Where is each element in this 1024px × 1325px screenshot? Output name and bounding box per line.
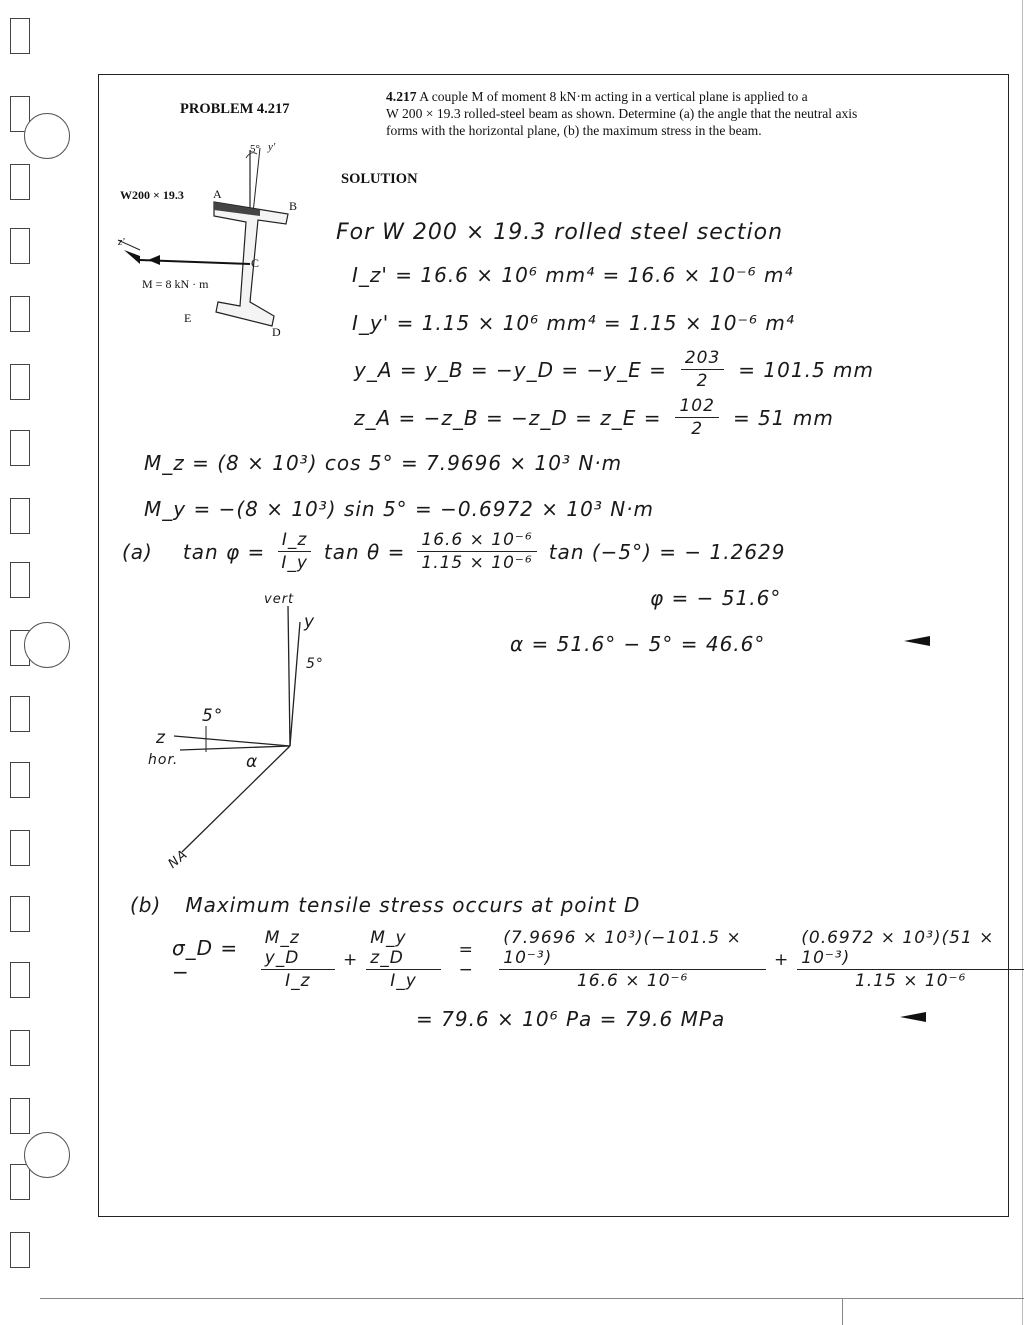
binder-tab xyxy=(10,364,30,400)
za-row xyxy=(354,396,834,439)
tan-result: tan (−5°) = − 1.2629 xyxy=(548,539,786,564)
binder-tab xyxy=(10,1164,30,1200)
alpha-result: α = 51.6° − 5° = 46.6° xyxy=(510,632,766,656)
plus-sign-2: + xyxy=(774,949,790,970)
inertia-ratio xyxy=(277,530,312,573)
ya-row xyxy=(354,348,874,391)
beam-figure xyxy=(110,140,300,350)
my-line: M_y = −(8 × 10³) sin 5° = −0.6972 × 10³ N·m xyxy=(144,497,654,521)
binder-hole xyxy=(24,1132,70,1178)
bending-term-z-den: I_z xyxy=(285,971,311,991)
binder-tab xyxy=(10,164,30,200)
sketch-hor-label: hor. xyxy=(148,752,179,768)
tan-phi: tan φ = xyxy=(182,539,266,564)
for-line: For W 200 × 19.3 rolled steel section xyxy=(336,220,784,245)
bending-term-z xyxy=(261,928,335,991)
vert-line xyxy=(288,606,290,746)
z-prime-label: z' xyxy=(118,236,125,248)
answer-marker-a xyxy=(904,636,930,646)
statement-line-3: forms with the horizontal plane, (b) the maximum stress in the beam. xyxy=(386,123,762,138)
problem-statement xyxy=(386,88,946,139)
section-label: W200 × 19.3 xyxy=(120,188,184,202)
sketch-z-label: z xyxy=(156,728,166,748)
numeric-ratio-den: 1.15 × 10⁻⁶ xyxy=(421,553,533,573)
problem-number: 4.217 xyxy=(386,89,417,104)
za-fraction-den: 2 xyxy=(691,419,704,439)
ya-result: = 101.5 mm xyxy=(738,357,874,382)
binder-tab xyxy=(10,762,30,798)
binder-tab xyxy=(10,896,30,932)
axis-sketch xyxy=(140,600,360,880)
binder-tab xyxy=(10,228,30,264)
stress-result: = 79.6 × 10⁶ Pa = 79.6 MPa xyxy=(416,1007,726,1031)
za-fraction-num: 102 xyxy=(675,396,718,418)
part-b-text: Maximum tensile stress occurs at point D xyxy=(185,893,641,917)
hor-line xyxy=(180,746,290,750)
moment-label: M = 8 kN · m xyxy=(142,277,209,291)
numeric-term-y-num: (0.6972 × 10³)(51 × 10⁻³) xyxy=(797,928,1024,970)
sketch-na-label: NA xyxy=(165,847,192,872)
binder-tab xyxy=(10,498,30,534)
point-e-label: E xyxy=(184,311,192,325)
numeric-term-y-den: 1.15 × 10⁻⁶ xyxy=(854,971,967,991)
ya-equation: y_A = y_B = −y_D = −y_E = xyxy=(354,357,667,382)
statement-text-1: A couple M of moment 8 kN·m acting in a vertical plane is applied to a xyxy=(419,89,808,104)
equals-minus: = − xyxy=(458,939,474,980)
binder-tab xyxy=(10,696,30,732)
binder-hole xyxy=(24,622,70,668)
point-d-label: D xyxy=(272,325,281,339)
part-a-row xyxy=(122,530,786,573)
statement-line-2: W 200 × 19.3 rolled-steel beam as shown. Determine (a) the angle that the neutral axis xyxy=(386,106,858,121)
moment-arrowhead-2 xyxy=(148,255,160,265)
part-b-row xyxy=(130,893,640,917)
stress-equation xyxy=(172,928,1024,991)
statement-line-1 xyxy=(386,88,946,105)
za-equation: z_A = −z_B = −z_D = z_E = xyxy=(354,405,662,430)
solution-heading: SOLUTION xyxy=(341,171,418,187)
ya-fraction-den: 2 xyxy=(696,371,709,391)
iz-line: I_z' = 16.6 × 10⁶ mm⁴ = 16.6 × 10⁻⁶ m⁴ xyxy=(352,263,794,287)
inertia-ratio-num: I_z xyxy=(278,530,311,552)
part-a-label: (a) xyxy=(122,539,153,564)
mz-line: M_z = (8 × 10³) cos 5° = 7.9696 × 10³ N·m xyxy=(144,451,623,475)
z-axis-line xyxy=(174,736,290,746)
sketch-five-left: 5° xyxy=(202,706,224,726)
sketch-five-top: 5° xyxy=(306,656,324,672)
ya-fraction xyxy=(681,348,724,391)
point-b-label: B xyxy=(289,199,298,213)
page-edge-tick xyxy=(842,1298,843,1325)
y-prime-label: y' xyxy=(268,141,276,153)
bending-term-y-num: M_y z_D xyxy=(366,928,440,970)
binder-hole xyxy=(24,113,70,159)
binder-tab xyxy=(10,430,30,466)
bending-term-y-den: I_y xyxy=(390,971,417,991)
point-a-label: A xyxy=(213,187,222,201)
za-fraction xyxy=(675,396,718,439)
bending-term-z-num: M_z y_D xyxy=(261,928,335,970)
numeric-ratio xyxy=(417,530,536,573)
point-c-label: C xyxy=(251,256,260,270)
binder-tab xyxy=(10,830,30,866)
sketch-alpha-label: α xyxy=(246,752,259,772)
tan-theta: tan θ = xyxy=(323,539,406,564)
za-result: = 51 mm xyxy=(732,405,834,430)
iy-line: I_y' = 1.15 × 10⁶ mm⁴ = 1.15 × 10⁻⁶ m⁴ xyxy=(352,311,795,335)
plus-sign: + xyxy=(343,949,359,970)
y-axis-line xyxy=(290,622,300,746)
vert-label: vert xyxy=(264,592,295,607)
moment-arrowhead xyxy=(124,250,140,264)
answer-marker-b xyxy=(900,1012,926,1022)
na-line xyxy=(182,746,290,852)
bending-term-y xyxy=(366,928,440,991)
numeric-term-y xyxy=(797,928,1024,991)
sketch-y-label: y xyxy=(304,612,316,632)
numeric-ratio-num: 16.6 × 10⁻⁶ xyxy=(417,530,536,552)
angle-label: 5° xyxy=(250,143,260,155)
binder-tab xyxy=(10,562,30,598)
ya-fraction-num: 203 xyxy=(681,348,724,370)
phi-result: φ = − 51.6° xyxy=(650,586,782,610)
page-edge-bottom xyxy=(40,1298,1024,1299)
binder-tab xyxy=(10,1030,30,1066)
inertia-ratio-den: I_y xyxy=(281,553,308,573)
binder-tab xyxy=(10,1232,30,1268)
numeric-term-z xyxy=(499,928,766,991)
binder-tab xyxy=(10,962,30,998)
problem-label: PROBLEM 4.217 xyxy=(180,101,290,117)
sigma-d: σ_D = − xyxy=(172,935,239,984)
binder-tab xyxy=(10,1098,30,1134)
page-edge-right xyxy=(1022,0,1023,1325)
numeric-term-z-den: 16.6 × 10⁻⁶ xyxy=(576,971,689,991)
binder-tab xyxy=(10,18,30,54)
part-b-label: (b) xyxy=(130,893,162,917)
binder-tab xyxy=(10,296,30,332)
numeric-term-z-num: (7.9696 × 10³)(−101.5 × 10⁻³) xyxy=(499,928,766,970)
